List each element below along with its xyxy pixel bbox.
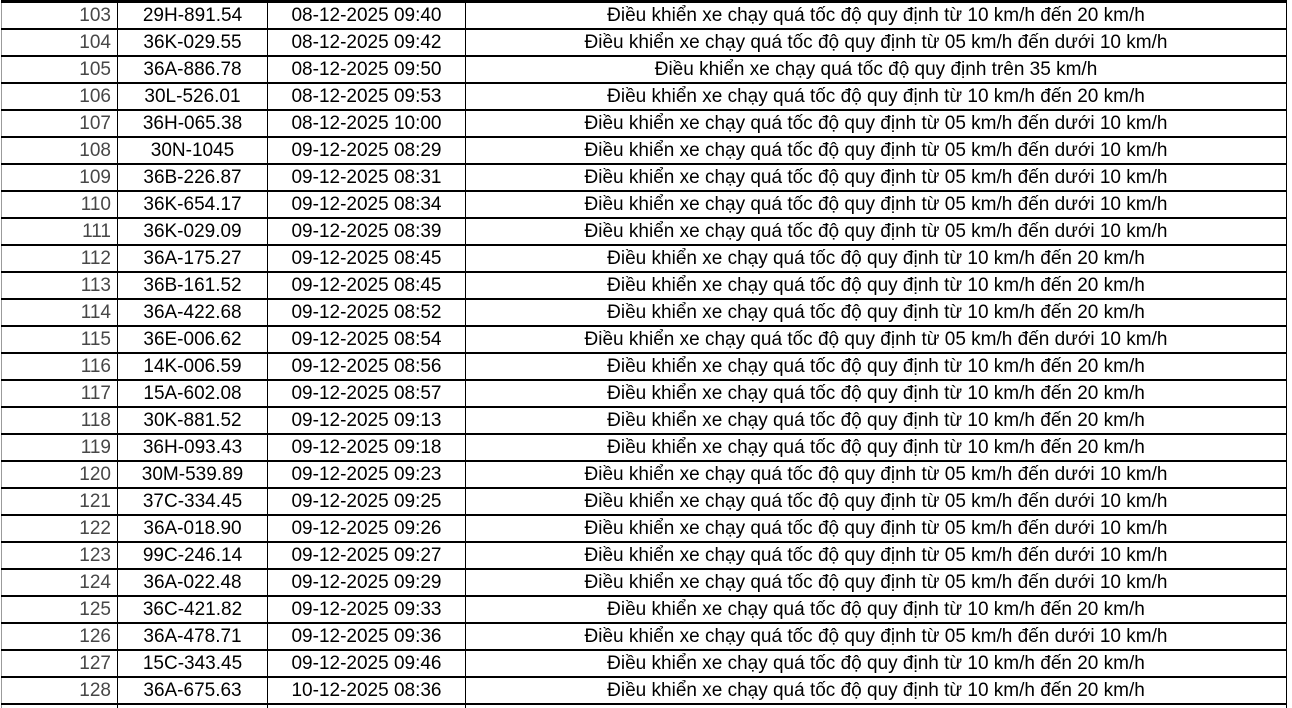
row-number-cell: 128 — [2, 677, 118, 704]
row-number-cell: 120 — [2, 461, 118, 488]
violation-cell: Điều khiển xe chạy quá tốc độ quy định từ 05 km/h đến dưới 10 km/h — [466, 110, 1287, 137]
plate-cell: 30K-881.52 — [118, 407, 268, 434]
table-row — [2, 191, 1287, 218]
plate-cell: 36K-029.09 — [118, 218, 268, 245]
plate-cell: 36B-161.52 — [118, 272, 268, 299]
row-number-cell: 114 — [2, 299, 118, 326]
plate-cell: 36H-065.38 — [118, 110, 268, 137]
row-number-cell: 123 — [2, 542, 118, 569]
table-row — [2, 434, 1287, 461]
table-row — [2, 407, 1287, 434]
plate-cell: 30N-1045 — [118, 137, 268, 164]
row-number-cell: 115 — [2, 326, 118, 353]
datetime-cell: 09-12-2025 08:54 — [268, 326, 466, 353]
table-row — [2, 488, 1287, 515]
row-number-cell: 118 — [2, 407, 118, 434]
plate-cell: 36A-675.63 — [118, 677, 268, 704]
datetime-cell: 09-12-2025 08:34 — [268, 191, 466, 218]
table-row — [2, 2, 1287, 30]
violation-cell: Điều khiển xe chạy quá tốc độ quy định từ 05 km/h đến dưới 10 km/h — [466, 569, 1287, 596]
datetime-cell: 09-12-2025 09:27 — [268, 542, 466, 569]
datetime-cell: 09-12-2025 08:56 — [268, 353, 466, 380]
violation-cell: Điều khiển xe chạy quá tốc độ quy định từ 10 km/h đến 20 km/h — [466, 2, 1287, 30]
violation-cell: Điều khiển xe chạy quá tốc độ quy định từ 05 km/h đến dưới 10 km/h — [466, 488, 1287, 515]
plate-cell: 36K-654.17 — [118, 191, 268, 218]
violation-cell: Điều khiển xe chạy quá tốc độ quy định từ 05 km/h đến dưới 10 km/h — [466, 29, 1287, 56]
plate-cell: 36B-226.87 — [118, 164, 268, 191]
row-number-cell: 122 — [2, 515, 118, 542]
row-number-cell: 103 — [2, 2, 118, 30]
datetime-cell: 09-12-2025 09:23 — [268, 461, 466, 488]
row-number-cell: 116 — [2, 353, 118, 380]
table-row — [2, 245, 1287, 272]
table-row — [2, 623, 1287, 650]
datetime-cell: 09-12-2025 09:36 — [268, 623, 466, 650]
plate-cell: 36A-422.68 — [118, 299, 268, 326]
plate-cell: 99C-246.14 — [118, 542, 268, 569]
plate-cell: 36E-006.62 — [118, 326, 268, 353]
datetime-cell: 09-12-2025 09:25 — [268, 488, 466, 515]
datetime-cell: 08-12-2025 09:40 — [268, 2, 466, 30]
violation-cell: Điều khiển xe chạy quá tốc độ quy định từ 10 km/h đến 20 km/h — [466, 677, 1287, 704]
table-row — [2, 380, 1287, 407]
violation-cell: Điều khiển xe chạy quá tốc độ quy định từ 10 km/h đến 20 km/h — [466, 245, 1287, 272]
datetime-cell: 09-12-2025 08:57 — [268, 380, 466, 407]
plate-cell: 14K-006.59 — [118, 353, 268, 380]
violations-table-body — [2, 2, 1287, 708]
datetime-cell: 08-12-2025 09:50 — [268, 56, 466, 83]
plate-cell: 15C-343.45 — [118, 650, 268, 677]
violation-cell: Điều khiển xe chạy quá tốc độ quy định từ 05 km/h đến dưới 10 km/h — [466, 191, 1287, 218]
plate-cell: 36A-018.90 — [118, 515, 268, 542]
violation-cell: Điều khiển xe chạy quá tốc độ quy định từ 05 km/h đến dưới 10 km/h — [466, 218, 1287, 245]
table-row — [2, 164, 1287, 191]
table-row — [2, 596, 1287, 623]
plate-cell: 37C-334.45 — [118, 488, 268, 515]
datetime-cell: 09-12-2025 09:29 — [268, 569, 466, 596]
partial-next-row-cell — [466, 704, 1287, 708]
table-row — [2, 461, 1287, 488]
row-number-cell: 111 — [2, 218, 118, 245]
violation-cell: Điều khiển xe chạy quá tốc độ quy định từ 10 km/h đến 20 km/h — [466, 353, 1287, 380]
violation-cell: Điều khiển xe chạy quá tốc độ quy định từ 05 km/h đến dưới 10 km/h — [466, 461, 1287, 488]
plate-cell: 15A-602.08 — [118, 380, 268, 407]
table-row — [2, 299, 1287, 326]
datetime-cell: 08-12-2025 09:42 — [268, 29, 466, 56]
row-number-cell: 125 — [2, 596, 118, 623]
table-row — [2, 83, 1287, 110]
plate-cell: 36A-478.71 — [118, 623, 268, 650]
row-number-cell: 121 — [2, 488, 118, 515]
table-row — [2, 677, 1287, 704]
datetime-cell: 09-12-2025 09:13 — [268, 407, 466, 434]
violation-cell: Điều khiển xe chạy quá tốc độ quy định từ 05 km/h đến dưới 10 km/h — [466, 326, 1287, 353]
row-number-cell: 119 — [2, 434, 118, 461]
table-row — [2, 110, 1287, 137]
row-number-cell: 124 — [2, 569, 118, 596]
partial-next-row-cell — [2, 704, 118, 708]
table-row — [2, 272, 1287, 299]
row-number-cell: 104 — [2, 29, 118, 56]
partial-next-row — [2, 704, 1287, 708]
row-number-cell: 106 — [2, 83, 118, 110]
partial-next-row-cell — [118, 704, 268, 708]
table-row — [2, 353, 1287, 380]
row-number-cell: 105 — [2, 56, 118, 83]
table-row — [2, 650, 1287, 677]
table-row — [2, 56, 1287, 83]
plate-cell: 36C-421.82 — [118, 596, 268, 623]
plate-cell: 36A-175.27 — [118, 245, 268, 272]
violation-cell: Điều khiển xe chạy quá tốc độ quy định từ 10 km/h đến 20 km/h — [466, 434, 1287, 461]
table-row — [2, 569, 1287, 596]
plate-cell: 30L-526.01 — [118, 83, 268, 110]
datetime-cell: 09-12-2025 08:31 — [268, 164, 466, 191]
datetime-cell: 08-12-2025 10:00 — [268, 110, 466, 137]
plate-cell: 29H-891.54 — [118, 2, 268, 30]
violation-cell: Điều khiển xe chạy quá tốc độ quy định từ 10 km/h đến 20 km/h — [466, 83, 1287, 110]
row-number-cell: 110 — [2, 191, 118, 218]
row-number-cell: 113 — [2, 272, 118, 299]
table-row — [2, 137, 1287, 164]
datetime-cell: 09-12-2025 08:39 — [268, 218, 466, 245]
datetime-cell: 09-12-2025 09:26 — [268, 515, 466, 542]
violation-cell: Điều khiển xe chạy quá tốc độ quy định trên 35 km/h — [466, 56, 1287, 83]
violation-cell: Điều khiển xe chạy quá tốc độ quy định từ 10 km/h đến 20 km/h — [466, 407, 1287, 434]
row-number-cell: 108 — [2, 137, 118, 164]
datetime-cell: 09-12-2025 08:45 — [268, 245, 466, 272]
violation-cell: Điều khiển xe chạy quá tốc độ quy định từ 10 km/h đến 20 km/h — [466, 380, 1287, 407]
datetime-cell: 09-12-2025 09:33 — [268, 596, 466, 623]
violation-cell: Điều khiển xe chạy quá tốc độ quy định từ 10 km/h đến 20 km/h — [466, 596, 1287, 623]
violations-table — [1, 0, 1287, 708]
violation-cell: Điều khiển xe chạy quá tốc độ quy định từ 05 km/h đến dưới 10 km/h — [466, 137, 1287, 164]
table-row — [2, 515, 1287, 542]
table-row — [2, 542, 1287, 569]
datetime-cell: 09-12-2025 08:45 — [268, 272, 466, 299]
plate-cell: 36A-886.78 — [118, 56, 268, 83]
violation-cell: Điều khiển xe chạy quá tốc độ quy định từ 05 km/h đến dưới 10 km/h — [466, 542, 1287, 569]
violation-cell: Điều khiển xe chạy quá tốc độ quy định từ 10 km/h đến 20 km/h — [466, 299, 1287, 326]
row-number-cell: 126 — [2, 623, 118, 650]
violation-cell: Điều khiển xe chạy quá tốc độ quy định từ 05 km/h đến dưới 10 km/h — [466, 623, 1287, 650]
violation-cell: Điều khiển xe chạy quá tốc độ quy định từ 10 km/h đến 20 km/h — [466, 272, 1287, 299]
datetime-cell: 08-12-2025 09:53 — [268, 83, 466, 110]
datetime-cell: 10-12-2025 08:36 — [268, 677, 466, 704]
violation-cell: Điều khiển xe chạy quá tốc độ quy định từ 10 km/h đến 20 km/h — [466, 650, 1287, 677]
row-number-cell: 112 — [2, 245, 118, 272]
violation-cell: Điều khiển xe chạy quá tốc độ quy định từ 05 km/h đến dưới 10 km/h — [466, 515, 1287, 542]
row-number-cell: 109 — [2, 164, 118, 191]
partial-next-row-cell — [268, 704, 466, 708]
datetime-cell: 09-12-2025 09:18 — [268, 434, 466, 461]
plate-cell: 36A-022.48 — [118, 569, 268, 596]
table-row — [2, 29, 1287, 56]
violation-cell: Điều khiển xe chạy quá tốc độ quy định từ 05 km/h đến dưới 10 km/h — [466, 164, 1287, 191]
row-number-cell: 127 — [2, 650, 118, 677]
datetime-cell: 09-12-2025 08:29 — [268, 137, 466, 164]
plate-cell: 36K-029.55 — [118, 29, 268, 56]
table-row — [2, 326, 1287, 353]
plate-cell: 36H-093.43 — [118, 434, 268, 461]
datetime-cell: 09-12-2025 08:52 — [268, 299, 466, 326]
table-row — [2, 218, 1287, 245]
plate-cell: 30M-539.89 — [118, 461, 268, 488]
datetime-cell: 09-12-2025 09:46 — [268, 650, 466, 677]
row-number-cell: 117 — [2, 380, 118, 407]
row-number-cell: 107 — [2, 110, 118, 137]
